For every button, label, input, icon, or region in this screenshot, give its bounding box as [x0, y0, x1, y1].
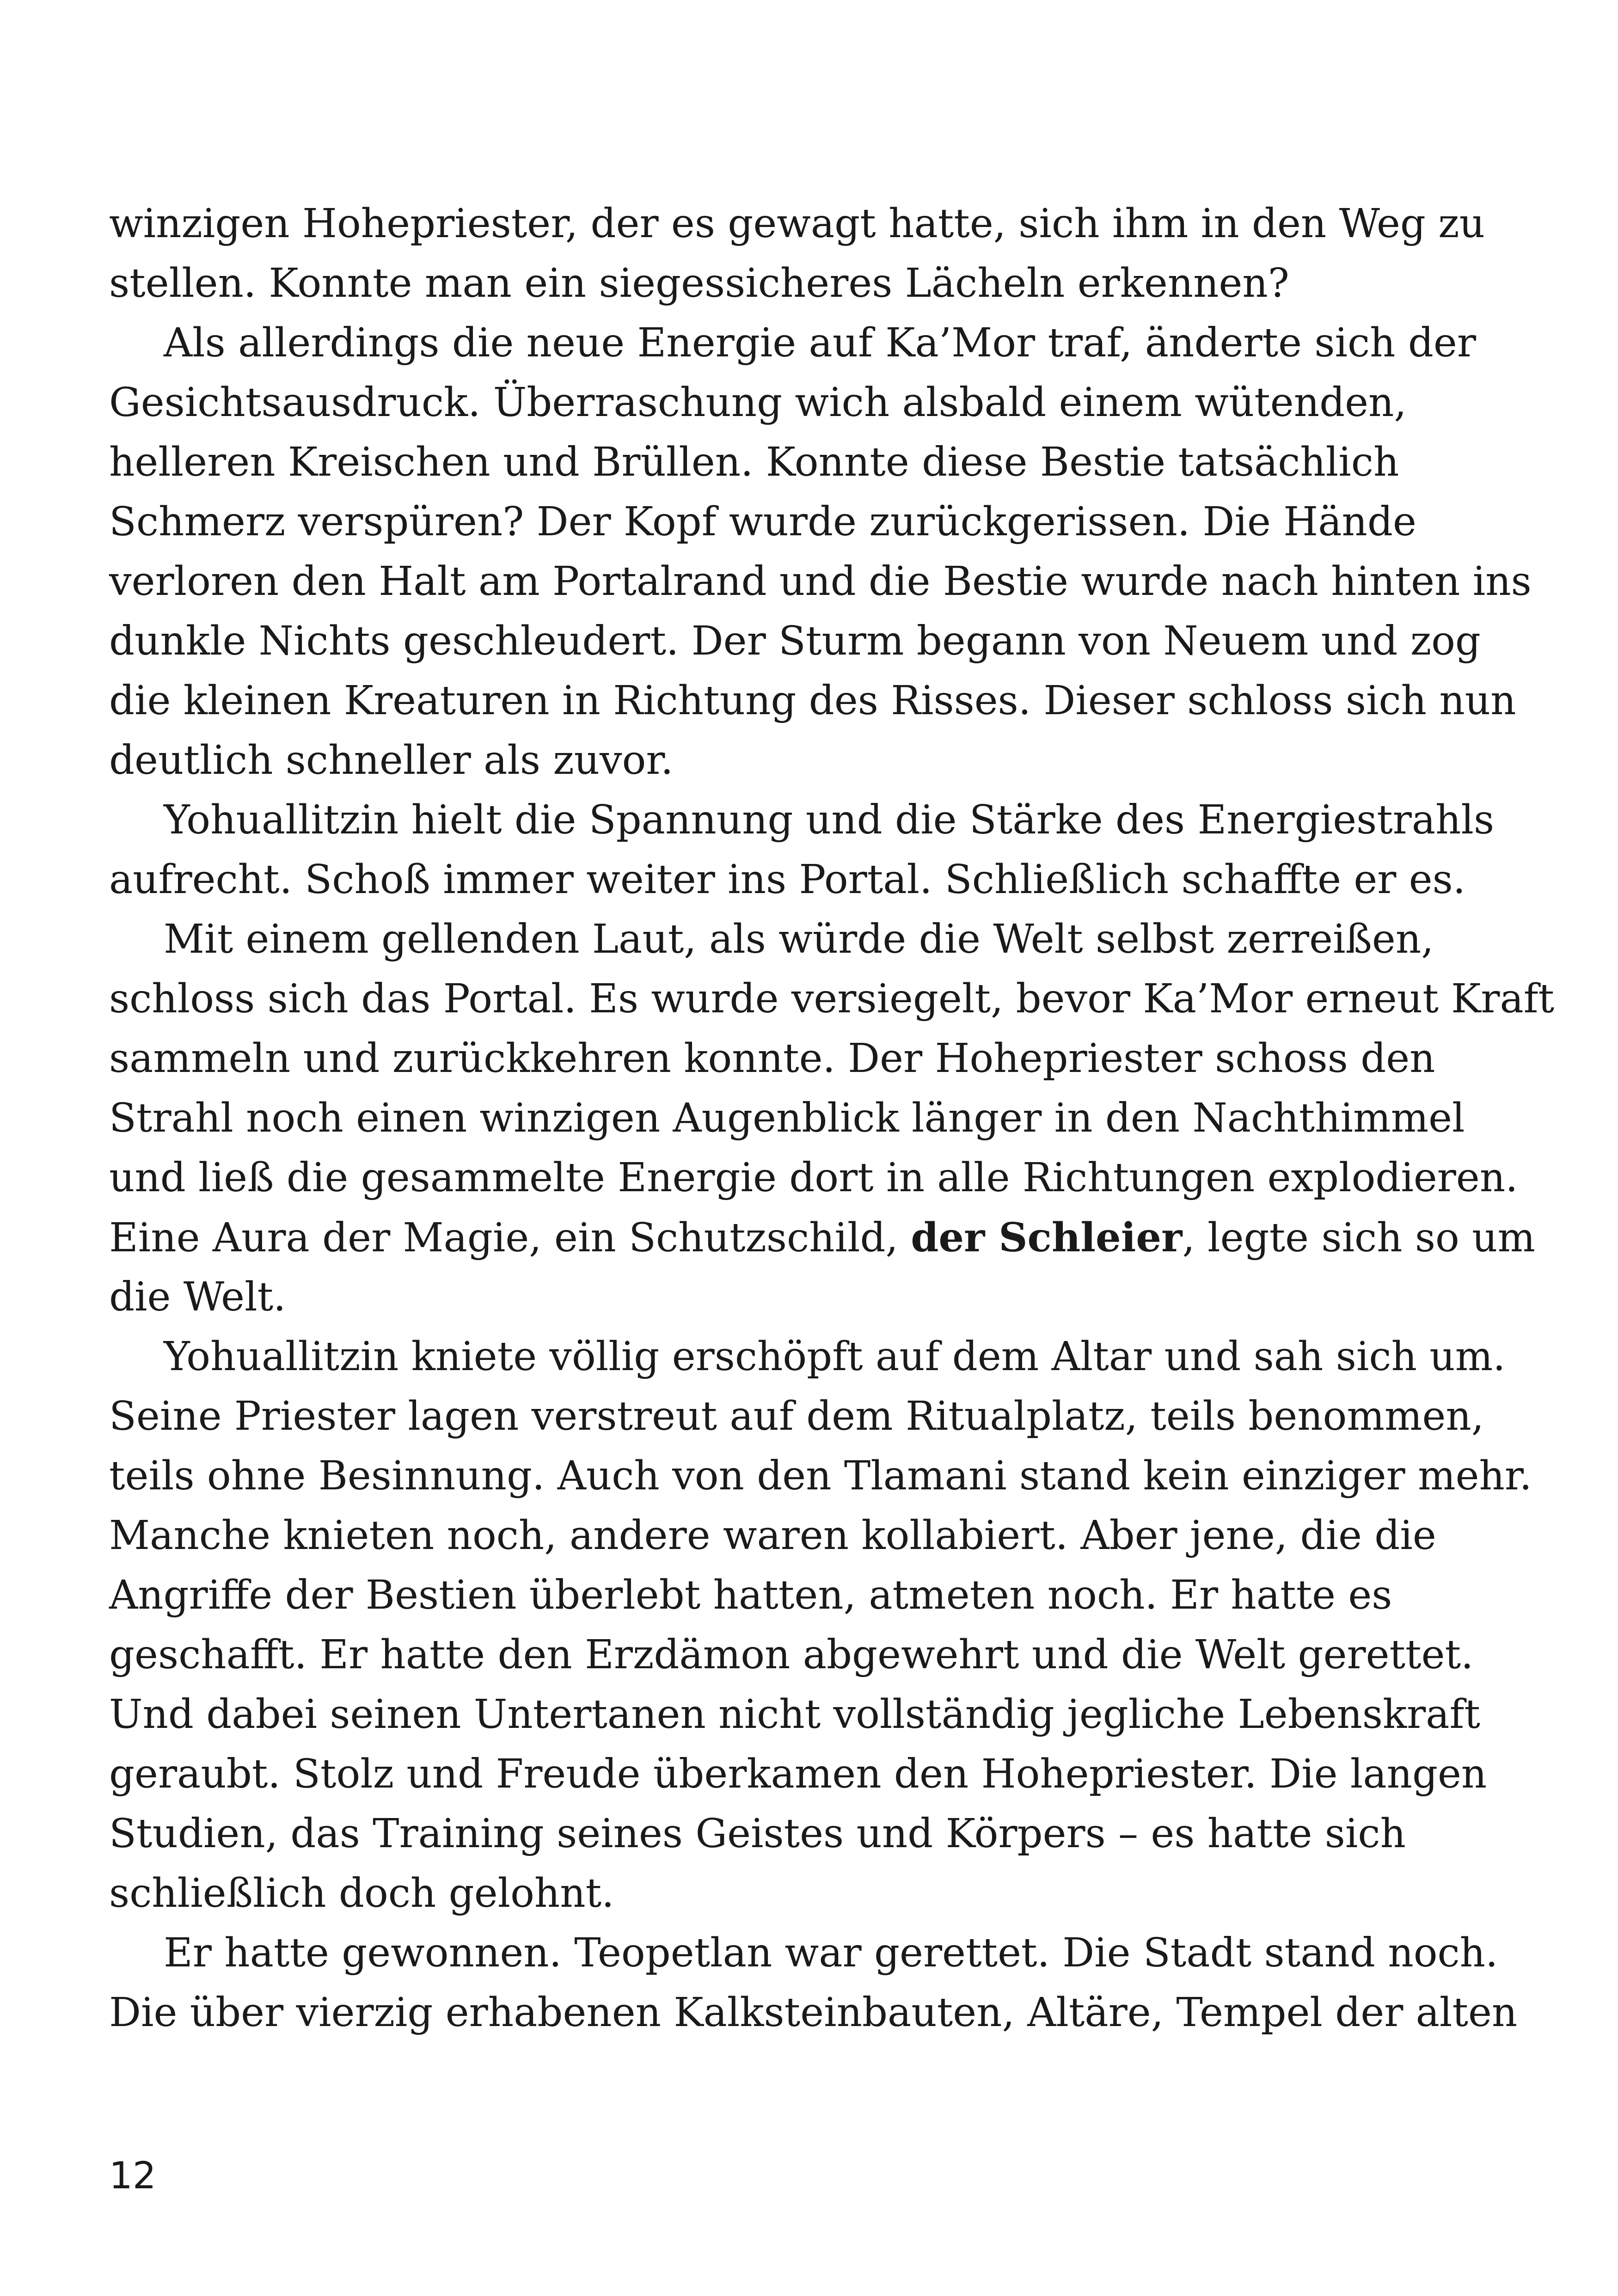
text-line: Seine Priester lagen verstreut auf dem Ritualplatz, teils benommen,: [109, 1393, 1484, 1439]
page-number: 12: [109, 2154, 156, 2197]
text-line: die Welt.: [109, 1274, 286, 1320]
text-line: Und dabei seinen Untertanen nicht vollständig jegliche Lebenskraft: [109, 1691, 1480, 1738]
text-line: Die über vierzig erhabenen Kalksteinbauten, Altäre, Tempel der alten: [109, 1990, 1518, 2036]
text-line: die kleinen Kreaturen in Richtung des Risses. Dieser schloss sich nun: [109, 678, 1516, 724]
text-run: Eine Aura der Magie, ein Schutzschild,: [109, 1215, 911, 1261]
body-text: [109, 194, 1555, 2043]
text-line: und ließ die gesammelte Energie dort in alle Richtungen explodieren.: [109, 1155, 1518, 1201]
text-line: Als allerdings die neue Energie auf Ka’Mor traf, änderte sich der: [164, 320, 1476, 366]
text-line: schloss sich das Portal. Es wurde versiegelt, bevor Ka’Mor erneut Kraft: [109, 976, 1555, 1022]
emphasis-text: der Schleier: [911, 1214, 1183, 1261]
text-line: verloren den Halt am Portalrand und die Bestie wurde nach hinten ins: [109, 558, 1532, 605]
text-line: Yohuallitzin kniete völlig erschöpft auf dem Altar und sah sich um.: [164, 1334, 1506, 1380]
text-line: schließlich doch gelohnt.: [109, 1870, 614, 1916]
text-line: Yohuallitzin hielt die Spannung und die Stärke des Energiestrahls: [164, 797, 1495, 843]
text-line: Angriffe der Bestien überlebt hatten, atmeten noch. Er hatte es: [109, 1572, 1392, 1618]
text-line: Mit einem gellenden Laut, als würde die Welt selbst zerreißen,: [164, 916, 1434, 962]
text-line: Strahl noch einen winzigen Augenblick länger in den Nachthimmel: [109, 1095, 1465, 1141]
text-line: Studien, das Training seines Geistes und Körpers – es hatte sich: [109, 1811, 1406, 1857]
text-line: [109, 1208, 1536, 1267]
text-line: sammeln und zurückkehren konnte. Der Hohepriester schoss den: [109, 1035, 1435, 1082]
text-line: Er hatte gewonnen. Teopetlan war gerettet. Die Stadt stand noch.: [164, 1930, 1498, 1976]
text-line: teils ohne Besinnung. Auch von den Tlamani stand kein einziger mehr.: [109, 1453, 1532, 1499]
text-line: dunkle Nichts geschleudert. Der Sturm begann von Neuem und zog: [109, 618, 1481, 664]
text-line: helleren Kreischen und Brüllen. Konnte diese Bestie tatsächlich: [109, 439, 1399, 485]
text-line: deutlich schneller als zuvor.: [109, 737, 674, 784]
text-line: Schmerz verspüren? Der Kopf wurde zurückgerissen. Die Hände: [109, 499, 1416, 545]
text-line: Gesichtsausdruck. Überraschung wich alsbald einem wütenden,: [109, 380, 1407, 426]
text-line: aufrecht. Schoß immer weiter ins Portal. Schließlich schaffte er es.: [109, 857, 1466, 903]
text-line: Manche knieten noch, andere waren kollabiert. Aber jene, die die: [109, 1512, 1436, 1559]
text-line: stellen. Konnte man ein siegessicheres Lächeln erkennen?: [109, 260, 1289, 306]
text-line: geraubt. Stolz und Freude überkamen den Hohepriester. Die langen: [109, 1751, 1487, 1797]
text-line: winzigen Hohepriester, der es gewagt hatte, sich ihm in den Weg zu: [109, 201, 1485, 247]
text-run: , legte sich so um: [1182, 1215, 1536, 1261]
text-line: geschafft. Er hatte den Erzdämon abgewehrt und die Welt gerettet.: [109, 1632, 1474, 1678]
